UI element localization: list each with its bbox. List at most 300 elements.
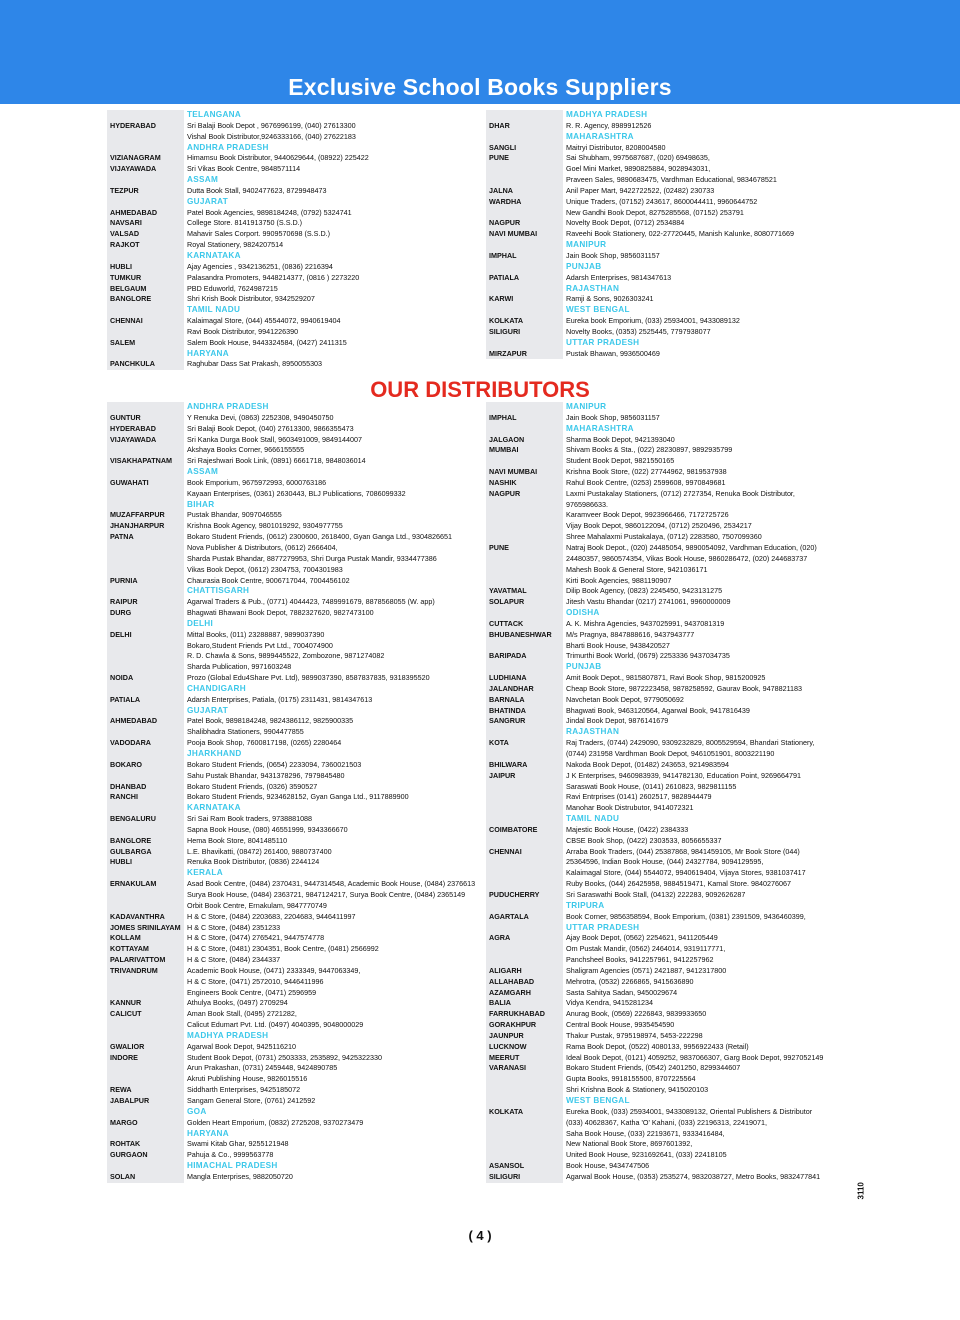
city-cell (107, 305, 184, 316)
supplier-info: Pustak Bhawan, 9936500469 (566, 348, 660, 358)
listing-row (107, 218, 477, 229)
listing-row (107, 543, 477, 554)
listing-row (486, 977, 856, 988)
listing-row (107, 988, 477, 999)
city-cell (107, 402, 184, 413)
listing-row (107, 153, 477, 164)
city-cell: MIRZAPUR (486, 349, 563, 360)
supplier-info: Anil Paper Mart, 9422722522, (02482) 230733 (566, 185, 715, 195)
listing-row (107, 1139, 477, 1150)
city-cell (107, 500, 184, 511)
city-cell (486, 1129, 563, 1140)
city-cell (486, 879, 563, 890)
city-cell (107, 1074, 184, 1085)
listing-row (107, 132, 477, 143)
supplier-info: Central Book House, 9935454590 (566, 1020, 675, 1030)
listing-row (486, 208, 856, 219)
listing-row (486, 510, 856, 521)
listing-row (486, 857, 856, 868)
listing-row (486, 1107, 856, 1118)
city-cell (107, 175, 184, 186)
city-cell (486, 814, 563, 825)
city-cell: MUZAFFARPUR (107, 510, 184, 521)
supplier-info: Anurag Book, (0569) 2226843, 9839933650 (566, 1009, 707, 1019)
listing-row (107, 359, 477, 370)
state-heading: KARNATAKA (187, 803, 241, 813)
city-cell (107, 543, 184, 554)
supplier-info: Om Pustak Mandir, (0562) 2464014, 9319117771, (566, 944, 726, 954)
supplier-info: Swami Kitab Ghar, 9255121948 (187, 1139, 289, 1149)
city-cell: NAGPUR (486, 489, 563, 500)
supplier-info: Himamsu Book Distributor, 9440629644, (08922) 225422 (187, 153, 369, 163)
city-cell (107, 803, 184, 814)
state-row (107, 586, 477, 597)
city-cell (486, 576, 563, 587)
city-cell (486, 208, 563, 219)
city-cell: LUDHIANA (486, 673, 563, 684)
supplier-info: Sangam General Store, (0761) 2412592 (187, 1096, 316, 1105)
city-cell: HYDERABAD (107, 424, 184, 435)
header-banner (0, 0, 960, 104)
city-cell: JALGAON (486, 435, 563, 446)
suppliers-right-column (486, 110, 856, 359)
city-cell (486, 727, 563, 738)
supplier-info: Kirti Book Agencies, 9881190907 (566, 575, 672, 585)
supplier-info: Surya Book House, (0484) 2363721, 9847124217, Surya Book Centre, (0484) 2365149 (187, 889, 466, 899)
distributors-title: OUR DISTRIBUTORS (370, 377, 590, 402)
city-cell (107, 586, 184, 597)
supplier-info: Mahesh Book & General Store, 9421036171 (566, 564, 708, 574)
city-cell: HUBLI (107, 857, 184, 868)
supplier-info: Mangla Enterprises, 9882050720 (187, 1171, 293, 1181)
city-cell: TUMKUR (107, 273, 184, 284)
supplier-info: H & C Store, (0481) 2304351, Book Centre, (0481) 2566992 (187, 944, 379, 954)
city-cell: SALEM (107, 338, 184, 349)
supplier-info: Bharti Book House, 9438420527 (566, 640, 670, 650)
state-row (486, 305, 856, 316)
listing-row (107, 413, 477, 424)
listing-row (486, 413, 856, 424)
city-cell (486, 402, 563, 413)
state-heading: ANDHRA PRADESH (187, 142, 269, 152)
supplier-info: Mahavir Sales Corport. 9909570698 (S.S.D.) (187, 229, 331, 239)
city-cell (486, 1074, 563, 1085)
listing-row (486, 500, 856, 511)
city-cell: BELGAUM (107, 284, 184, 295)
city-cell: KOLKATA (486, 1107, 563, 1118)
listing-row (486, 760, 856, 771)
city-cell (486, 782, 563, 793)
city-cell: VIJAYAWADA (107, 435, 184, 446)
listing-row (107, 662, 477, 673)
listing-row (107, 229, 477, 240)
state-row (486, 1096, 856, 1107)
listing-row (486, 218, 856, 229)
city-cell (107, 349, 184, 360)
city-cell: DELHI (107, 630, 184, 641)
city-cell (107, 489, 184, 500)
supplier-info: Eureka Book, (033) 25934001, 9433089132, Oriental Publishers & Distributor (566, 1106, 813, 1116)
listing-row (107, 966, 477, 977)
city-cell: VIJAYAWADA (107, 164, 184, 175)
listing-row (486, 890, 856, 901)
supplier-info: Sharma Book Depot, 9421393040 (566, 434, 675, 444)
state-row (486, 262, 856, 273)
city-cell: PUDUCHERRY (486, 890, 563, 901)
city-cell: BHATINDA (486, 706, 563, 717)
listing-row (486, 467, 856, 478)
state-row (107, 467, 477, 478)
listing-row (107, 1085, 477, 1096)
listing-row (486, 175, 856, 186)
city-cell: ALIGARH (486, 966, 563, 977)
supplier-info: L.E. Bhavikatti, (08472) 261400, 9880737400 (187, 846, 332, 856)
listing-row (107, 456, 477, 467)
city-cell (107, 825, 184, 836)
supplier-info: Salem Book House, 9443324584, (0427) 2411315 (187, 337, 347, 347)
listing-row (107, 521, 477, 532)
supplier-info: Ravi Entrprises (0141) 2602517, 9828944479 (566, 792, 712, 802)
state-row (107, 500, 477, 511)
page-number: ( 4 ) (468, 1228, 492, 1243)
city-cell: AGARTALA (486, 912, 563, 923)
supplier-info: Adarsh Enterprises, 9814347613 (566, 272, 672, 282)
state-row (486, 240, 856, 251)
city-cell: ALLAHABAD (486, 977, 563, 988)
supplier-info: Engineers Book Centre, (0471) 2596959 (187, 987, 317, 997)
listing-row (107, 1053, 477, 1064)
listing-row (486, 988, 856, 999)
state-heading: DELHI (187, 618, 214, 628)
state-row (107, 1129, 477, 1140)
city-cell (107, 890, 184, 901)
listing-row (486, 1074, 856, 1085)
listing-row (486, 944, 856, 955)
listing-row (107, 316, 477, 327)
city-cell: KOLKATA (486, 316, 563, 327)
supplier-info: Palasandra Promoters, 9448214377, (0816 ) 2273220 (187, 272, 360, 282)
city-cell: MEERUT (486, 1053, 563, 1064)
listing-row (107, 1118, 477, 1129)
city-cell: PATIALA (486, 273, 563, 284)
listing-row (486, 738, 856, 749)
listing-row (107, 532, 477, 543)
listing-row (486, 879, 856, 890)
listing-row (107, 1150, 477, 1161)
supplier-info: Shri Krish Book Distributor, 9342529207 (187, 294, 315, 304)
supplier-info: Pustak Bhandar, 9097046555 (187, 510, 282, 520)
supplier-info: Athulya Books, (0497) 2709294 (187, 998, 288, 1008)
supplier-info: Raj Traders, (0744) 2429090, 9309232829, 8005529594, Bhandari Stationery, (566, 738, 815, 748)
listing-row (486, 651, 856, 662)
city-cell: JALNA (486, 186, 563, 197)
listing-row (107, 879, 477, 890)
city-cell (486, 955, 563, 966)
supplier-info: Y Renuka Devi, (0863) 2252308, 9490450750 (187, 412, 334, 422)
supplier-info: Nakoda Book Depot, (01482) 243653, 9214983594 (566, 759, 730, 769)
supplier-info: 24480357, 9860574354, Vikas Book House, 9860286472, (020) 244683737 (566, 553, 808, 563)
listing-row (107, 1096, 477, 1107)
listing-row (107, 847, 477, 858)
city-cell: JAIPUR (486, 771, 563, 782)
supplier-info: Academic Book House, (0471) 2333349, 9447063349, (187, 965, 361, 975)
listing-row (486, 1172, 856, 1183)
city-cell (107, 565, 184, 576)
supplier-info: Shri Krishna Book & Stationery, 9415020103 (566, 1085, 709, 1095)
state-row (107, 110, 477, 121)
listing-row (107, 727, 477, 738)
city-cell: GWALIOR (107, 1042, 184, 1053)
city-cell: TRIVANDRUM (107, 966, 184, 977)
listing-row (107, 836, 477, 847)
state-row (107, 684, 477, 695)
city-cell: NAVI MUMBAI (486, 229, 563, 240)
listing-row (486, 684, 856, 695)
city-cell (107, 132, 184, 143)
supplier-info: Bhagwati Bhawani Book Depot, 7882327620, 9827473100 (187, 608, 374, 618)
supplier-info: R. R. Agency, 8989912526 (566, 120, 652, 130)
city-cell: BOKARO (107, 760, 184, 771)
city-cell: VISAKHAPATNAM (107, 456, 184, 467)
supplier-info: Shalibhadra Stationers, 9904477855 (187, 727, 304, 737)
supplier-info: Sharda Pustak Bhandar, 8877279953, Shri Durga Pustak Mandir, 9334477386 (187, 553, 437, 563)
city-cell (107, 771, 184, 782)
listing-row (486, 1085, 856, 1096)
listing-row (486, 153, 856, 164)
city-cell: BALIA (486, 998, 563, 1009)
supplier-info: CBSE Book Shop, (0422) 2303533, 8056655337 (566, 835, 722, 845)
city-cell: TEZPUR (107, 186, 184, 197)
listing-row (486, 121, 856, 132)
distributors-right-column (486, 402, 856, 1183)
listing-row (486, 619, 856, 630)
city-cell (486, 424, 563, 435)
city-cell: JAUNPUR (486, 1031, 563, 1042)
state-heading: PUNJAB (566, 261, 602, 271)
state-row (107, 175, 477, 186)
city-cell (107, 327, 184, 338)
listing-row (486, 521, 856, 532)
listing-row (107, 977, 477, 988)
city-cell (486, 532, 563, 543)
supplier-info: (033) 40628367, Katha 'O' Kahani, (033) 22196313, 22419071, (566, 1117, 767, 1127)
city-cell (486, 923, 563, 934)
city-cell: CHENNAI (107, 316, 184, 327)
supplier-info: Ramji & Sons, 9026303241 (566, 294, 654, 304)
listing-row (486, 1042, 856, 1053)
supplier-info: Rama Book Depot, (0522) 4080133, 9956922433 (Retail) (566, 1041, 749, 1051)
listing-row (107, 933, 477, 944)
listing-row (107, 294, 477, 305)
supplier-info: Sri Rajeshwari Book Link, (0891) 6661718, 9848036014 (187, 456, 366, 466)
city-cell: BANGLORE (107, 836, 184, 847)
state-heading: MADHYA PRADESH (187, 1030, 269, 1040)
city-cell: CHENNAI (486, 847, 563, 858)
supplier-info: Book House, 9434747506 (566, 1161, 650, 1171)
city-cell: DHANBAD (107, 782, 184, 793)
supplier-info: Sharda Publication, 9971603248 (187, 662, 292, 672)
state-row (486, 110, 856, 121)
state-row (486, 402, 856, 413)
listing-row (107, 651, 477, 662)
supplier-info: Mittal Books, (011) 23288887, 9899037390 (187, 629, 325, 639)
supplier-info: PBD Eduworld, 7624987215 (187, 283, 278, 293)
supplier-info: Sri Balaji Book Depot , 9676996199, (040) 27613300 (187, 120, 356, 130)
city-cell: NAVI MUMBAI (486, 467, 563, 478)
city-cell: MUMBAI (486, 445, 563, 456)
city-cell (107, 727, 184, 738)
listing-row (486, 1063, 856, 1074)
supplier-info: Sapna Book House, (080) 46551999, 9343366670 (187, 824, 348, 834)
state-row (107, 706, 477, 717)
supplier-info: Jitesh Vastu Bhandar (0217) 2741061, 9960000009 (566, 597, 731, 607)
supplier-info: Sri Kanka Durga Book Stall, 9603491009, 9849144007 (187, 434, 363, 444)
city-cell (107, 988, 184, 999)
supplier-info: Jain Book Shop, 9856031157 (566, 250, 660, 260)
supplier-info: Rahul Book Centre, (0253) 2599608, 9970849681 (566, 477, 726, 487)
supplier-info: (0744) 231958 Vardhman Book Depot, 9461051901, 8003221190 (566, 749, 775, 758)
supplier-info: Unique Traders, (07152) 243617, 8600044411, 9960644752 (566, 196, 758, 206)
listing-row (486, 456, 856, 467)
supplier-info: Krishna Book Store, (022) 27744962, 9819537938 (566, 467, 727, 477)
listing-row (107, 792, 477, 803)
supplier-info: Calicut Edumart Pvt. Ltd. (0497) 4040395, 9048000029 (187, 1020, 364, 1030)
listing-row (107, 554, 477, 565)
listing-row (486, 955, 856, 966)
city-cell: JABALPUR (107, 1096, 184, 1107)
listing-row (107, 435, 477, 446)
listing-row (486, 868, 856, 879)
state-heading: HARYANA (187, 348, 229, 358)
listing-row (486, 143, 856, 154)
state-row (486, 424, 856, 435)
city-cell (107, 641, 184, 652)
listing-row (107, 565, 477, 576)
supplier-info: Ajay Agencies , 9342136251, (0836) 2216394 (187, 261, 333, 271)
city-cell: RAIPUR (107, 597, 184, 608)
supplier-info: 25364596, Indian Book House, (044) 24327784, 9094129595, (566, 857, 764, 867)
city-cell: KOTA (486, 738, 563, 749)
state-row (107, 402, 477, 413)
city-cell: MARGO (107, 1118, 184, 1129)
city-cell: BARNALA (486, 695, 563, 706)
supplier-info: Bokaro Student Friends, (0326) 3590527 (187, 781, 318, 791)
state-heading: RAJASTHAN (566, 283, 620, 293)
state-row (107, 251, 477, 262)
city-cell (486, 338, 563, 349)
listing-row (486, 251, 856, 262)
listing-row (486, 836, 856, 847)
listing-row (486, 565, 856, 576)
supplier-info: Praveen Sales, 9890683475, Vardhman Educational, 9834678521 (566, 175, 777, 185)
listing-row (107, 1042, 477, 1053)
state-heading: BIHAR (187, 499, 215, 509)
listing-row (107, 208, 477, 219)
listing-row (107, 1074, 477, 1085)
state-heading: WEST BENGAL (566, 1096, 630, 1105)
city-cell (486, 1118, 563, 1129)
state-heading: HARYANA (187, 1128, 229, 1138)
city-cell (486, 164, 563, 175)
supplier-info: Dilip Book Agency, (0823) 2245450, 9423131275 (566, 586, 723, 596)
city-cell (107, 662, 184, 673)
distributors-left-column (107, 402, 477, 1183)
listing-row (486, 749, 856, 760)
state-row (486, 662, 856, 673)
listing-row (107, 738, 477, 749)
city-cell (107, 1161, 184, 1172)
supplier-info: H & C Store, (0474) 2765421, 9447574778 (187, 933, 325, 943)
city-cell (486, 1096, 563, 1107)
listing-row (486, 186, 856, 197)
city-cell: HUBLI (107, 262, 184, 273)
city-cell: BARIPADA (486, 651, 563, 662)
city-cell (107, 651, 184, 662)
city-cell: INDORE (107, 1053, 184, 1064)
city-cell (486, 868, 563, 879)
city-cell: RANCHI (107, 792, 184, 803)
supplier-info: Thakur Pustak, 9795198974, 5453-222298 (566, 1030, 703, 1040)
state-heading: ODISHA (566, 608, 600, 618)
city-cell: VADODARA (107, 738, 184, 749)
listing-row (486, 294, 856, 305)
listing-row (107, 284, 477, 295)
listing-row (486, 327, 856, 338)
supplier-info: Saraswati Book House, (0141) 2610823, 9829811155 (566, 781, 737, 791)
city-cell (107, 684, 184, 695)
supplier-info: Sri Saraswathi Book Stall, (04132) 222283, 9092626287 (566, 889, 746, 899)
city-cell: REWA (107, 1085, 184, 1096)
state-heading: MANIPUR (566, 240, 607, 250)
supplier-info: Saha Book House, (033) 22193671, 9333416484, (566, 1128, 725, 1138)
city-cell (107, 467, 184, 478)
supplier-info: Patel Book, 9898184248, 9824386112, 9825900335 (187, 716, 354, 726)
state-row (486, 727, 856, 738)
listing-row (107, 955, 477, 966)
supplier-info: Vishal Book Distributor,9246333166, (040) 27622183 (187, 131, 356, 141)
city-cell: BHILWARA (486, 760, 563, 771)
city-cell (486, 608, 563, 619)
supplier-info: Ravi Book Distributor, 9941226390 (187, 326, 299, 336)
listing-row (486, 532, 856, 543)
listing-row (107, 695, 477, 706)
supplier-info: Raghubar Dass Sat Prakash, 8950055303 (187, 359, 323, 369)
supplier-info: Arun Prakashan, (0731) 2459448, 9424890785 (187, 1063, 338, 1073)
city-cell (107, 1107, 184, 1118)
city-cell: SOLAN (107, 1172, 184, 1183)
city-cell: PALARIVATTOM (107, 955, 184, 966)
supplier-info: Eureka book Emporium, (033) 25934001, 9433089132 (566, 316, 740, 326)
listing-row (486, 1161, 856, 1172)
supplier-info: Sasta Sahitya Sadan, 9450029674 (566, 987, 678, 997)
state-heading: UTTAR PRADESH (566, 337, 640, 347)
supplier-info: H & C Store, (0484) 2351233 (187, 922, 281, 932)
city-cell (486, 641, 563, 652)
city-cell: NASHIK (486, 478, 563, 489)
listing-row (486, 478, 856, 489)
listing-row (107, 262, 477, 273)
city-cell (486, 803, 563, 814)
city-cell: AHMEDABAD (107, 208, 184, 219)
listing-row (486, 489, 856, 500)
city-cell: NOIDA (107, 673, 184, 684)
city-cell: SILIGURI (486, 327, 563, 338)
supplier-info: Agarwal Traders & Pub., (0771) 4044423, 7489991679, 8878568055 (W. app) (187, 597, 435, 607)
supplier-info: Hema Book Store, 8041485110 (187, 835, 288, 845)
city-cell: FARRUKHABAD (486, 1009, 563, 1020)
city-cell (107, 749, 184, 760)
city-cell (107, 1129, 184, 1140)
